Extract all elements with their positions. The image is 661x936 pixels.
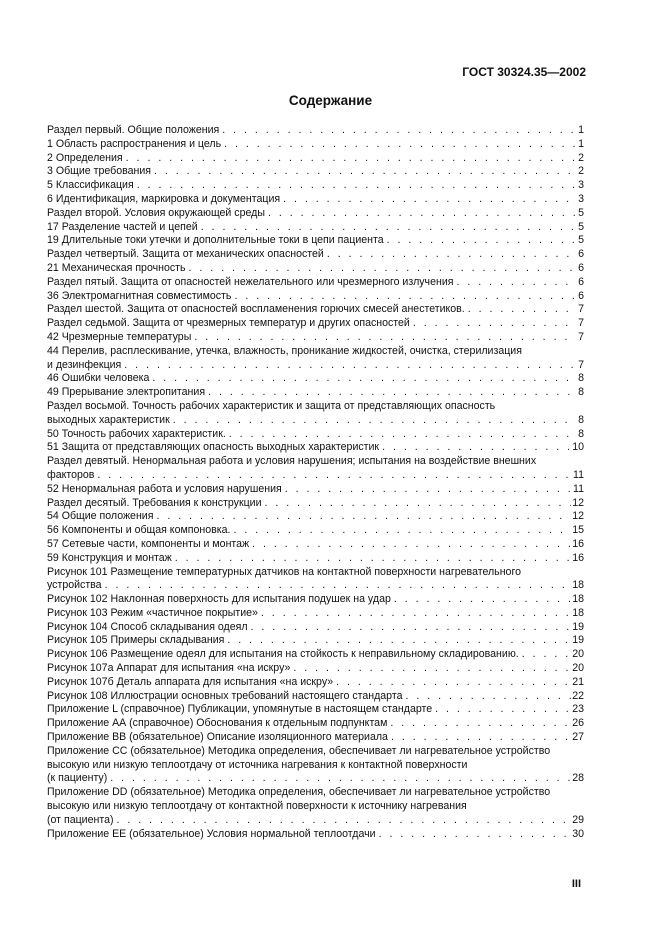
toc-page-number: 1	[578, 137, 584, 150]
toc-page-number: 6	[578, 248, 584, 261]
dot-leader	[280, 193, 575, 207]
page-number: III	[571, 878, 581, 890]
toc-entry	[47, 662, 584, 676]
toc-entry-line	[47, 690, 571, 704]
toc-entry	[47, 676, 584, 690]
toc-entry-title: 49 Прерывание электропитания	[47, 386, 206, 399]
dot-leader	[453, 276, 575, 290]
toc-entry-line	[47, 469, 572, 483]
toc-entry	[47, 345, 584, 373]
toc-entry-text	[47, 828, 571, 842]
dot-leader	[102, 579, 572, 593]
dot-leader	[170, 414, 575, 428]
toc-entry-line: высокую или низкую теплоотдачу от контактной поверхности к источнику нагревания	[47, 800, 467, 813]
toc-entry-line	[47, 248, 575, 262]
toc-entry-title: 1 Область распространения и цель	[47, 137, 222, 150]
toc-entry-line	[47, 621, 571, 635]
toc-page-number: 11	[573, 468, 584, 481]
toc-entry	[47, 276, 584, 290]
toc-entry-line	[47, 359, 575, 373]
toc-entry-title: 46 Ошибки человека	[47, 372, 150, 385]
toc-entry-text	[47, 552, 571, 566]
toc-entry-line	[47, 497, 571, 511]
toc-entry	[47, 510, 584, 524]
dot-leader	[387, 717, 571, 731]
toc-entry	[47, 372, 584, 386]
toc-entry-text	[47, 497, 571, 511]
toc-entry-line	[47, 814, 571, 828]
toc-entry	[47, 152, 584, 166]
toc-entry	[47, 262, 584, 276]
toc-entry-text	[47, 193, 575, 207]
toc-entry-title: 6 Идентификация, маркировка и документация	[47, 192, 281, 205]
toc-entry	[47, 441, 584, 455]
table-of-contents	[47, 124, 584, 841]
toc-page-number: 18	[572, 593, 584, 606]
toc-entry-text	[47, 524, 571, 538]
toc-entry-line	[47, 483, 572, 497]
toc-page-number: 5	[578, 234, 584, 247]
dot-leader	[153, 510, 571, 524]
toc-page-number: 20	[572, 648, 584, 661]
toc-entry	[47, 690, 584, 704]
dot-leader	[258, 607, 571, 621]
standard-header: ГОСТ 30324.35—2002	[462, 65, 586, 79]
toc-entry-text	[47, 248, 575, 262]
toc-entry-title: 59 Конструкция и монтаж	[47, 551, 172, 564]
dot-leader	[121, 359, 575, 373]
toc-entry	[47, 731, 584, 745]
toc-entry-line	[47, 303, 575, 317]
toc-page-number: 18	[572, 579, 584, 592]
toc-page-number: 8	[578, 427, 584, 440]
toc-entry-line	[47, 331, 575, 345]
toc-entry-title: Раздел первый. Общие положения	[47, 124, 220, 136]
toc-entry	[47, 634, 584, 648]
toc-entry-text	[47, 538, 571, 552]
toc-entry-text	[47, 483, 572, 497]
toc-entry-line	[47, 607, 571, 621]
toc-entry	[47, 483, 584, 497]
toc-entry-line	[47, 648, 571, 662]
dot-leader	[221, 138, 575, 152]
dot-leader	[224, 634, 571, 648]
toc-entry-text	[47, 290, 575, 304]
toc-entry-text	[47, 124, 575, 138]
toc-entry-text	[47, 372, 575, 386]
toc-page-number: 8	[578, 413, 584, 426]
dot-leader	[262, 497, 572, 511]
toc-entry-title: 17 Разделение частей и цепей	[47, 220, 198, 233]
dot-leader	[149, 372, 575, 386]
dot-leader	[172, 552, 571, 566]
dot-leader	[151, 165, 575, 179]
toc-entry-text	[47, 152, 575, 166]
toc-page-number: 6	[578, 261, 584, 274]
toc-entry-text	[47, 317, 575, 331]
page-title: Содержание	[288, 93, 373, 108]
toc-entry-title: 21 Механическая прочность	[47, 261, 186, 274]
toc-entry	[47, 745, 584, 786]
toc-entry-title: 54 Общие положения	[47, 510, 154, 523]
toc-entry-line: Раздел восьмой. Точность рабочих характеристик и защита от представляющих опасность	[47, 399, 496, 412]
toc-page-number: 15	[572, 524, 584, 537]
toc-entry-title: 2 Определения	[47, 151, 123, 164]
toc-entry-title: (от пациента)	[47, 813, 114, 826]
toc-entry-text	[47, 731, 571, 745]
toc-entry-line	[47, 276, 575, 290]
toc-entry-line	[47, 593, 571, 607]
toc-entry-text	[47, 276, 575, 290]
dot-leader	[333, 676, 571, 690]
toc-entry-text	[47, 662, 571, 676]
toc-page-number: 23	[572, 703, 584, 716]
toc-entry-title: и дезинфекция	[47, 358, 122, 371]
toc-entry-text	[47, 234, 575, 248]
toc-entry-title: выходных характеристик	[47, 413, 170, 426]
toc-entry-text	[47, 262, 575, 276]
toc-entry-text	[47, 165, 575, 179]
toc-entry-line	[47, 290, 575, 304]
toc-page-number: 30	[572, 827, 584, 840]
dot-leader	[465, 303, 575, 317]
toc-page-number: 1	[578, 124, 584, 136]
toc-entry	[47, 179, 584, 193]
toc-entry-title: Приложение L (справочное) Публикации, упомянутые в настоящем стандарте	[47, 703, 433, 716]
toc-entry	[47, 828, 584, 842]
toc-entry-title: Рисунок 107а Аппарат для испытания «на искру»	[47, 662, 291, 675]
toc-entry	[47, 248, 584, 262]
toc-entry	[47, 621, 584, 635]
dot-leader	[219, 124, 575, 138]
toc-entry-title: 3 Общие требования	[47, 165, 151, 178]
toc-entry-title: Раздел седьмой. Защита от чрезмерных температур и других опасностей	[47, 317, 410, 330]
toc-page-number: 7	[578, 358, 584, 371]
toc-entry	[47, 607, 584, 621]
toc-entry-line	[47, 579, 571, 593]
toc-page-number: 2	[578, 151, 584, 164]
toc-entry-text	[47, 138, 575, 152]
toc-entry	[47, 538, 584, 552]
toc-page-number: 21	[572, 675, 584, 688]
dot-leader	[114, 814, 572, 828]
toc-entry-line	[47, 193, 575, 207]
toc-entry-text	[47, 400, 575, 428]
toc-entry-line	[47, 441, 571, 455]
toc-entry-title: 57 Сетевые части, компоненты и монтаж	[47, 537, 250, 550]
toc-entry-text	[47, 386, 575, 400]
toc-entry	[47, 497, 584, 511]
dot-leader	[376, 828, 572, 842]
toc-entry-title: Рисунок 106 Размещение одеял для испытания на стойкость к неправильному складированию.	[47, 648, 519, 661]
toc-page-number: 6	[578, 275, 584, 288]
toc-page-number: 19	[572, 634, 584, 647]
toc-entry-line	[47, 165, 575, 179]
toc-page-number: 3	[578, 192, 584, 205]
toc-entry-title: 50 Точность рабочих характеристик.	[47, 427, 226, 440]
toc-entry-title: Раздел пятый. Защита от опасностей нежелательного или чрезмерного излучения	[47, 275, 454, 288]
toc-entry-line: Приложение DD (обязательное) Методика определения, обеспечивает ли нагревательное устройство	[47, 786, 551, 799]
toc-entry-line	[47, 676, 571, 690]
dot-leader	[134, 179, 575, 193]
toc-entry	[47, 234, 584, 248]
dot-leader	[384, 234, 575, 248]
dot-leader	[248, 621, 572, 635]
toc-entry-line	[47, 386, 575, 400]
toc-page-number: 12	[572, 496, 584, 509]
toc-entry-text	[47, 717, 571, 731]
toc-entry-title: Рисунок 105 Примеры складывания	[47, 634, 225, 647]
toc-entry	[47, 648, 584, 662]
dot-leader	[123, 152, 575, 166]
toc-entry-title: Приложение ЕЕ (обязательное) Условия нормальной теплоотдачи	[47, 827, 376, 840]
toc-page-number: 19	[572, 620, 584, 633]
toc-entry	[47, 524, 584, 538]
toc-entry-line: Рисунок 101 Размещение температурных датчиков на контактной поверхности нагревательного	[47, 565, 521, 578]
toc-entry	[47, 303, 584, 317]
toc-entry	[47, 317, 584, 331]
toc-entry-text	[47, 634, 571, 648]
toc-entry-title: Раздел шестой. Защита от опасностей воспламенения горючих смесей анестетиков.	[47, 303, 465, 316]
dot-leader	[205, 386, 575, 400]
toc-entry	[47, 400, 584, 428]
toc-entry-text	[47, 179, 575, 193]
dot-leader	[231, 290, 575, 304]
toc-entry-line	[47, 703, 571, 717]
dot-leader	[186, 262, 575, 276]
toc-entry-title: факторов	[47, 468, 95, 481]
toc-entry-title: Приложение ВВ (обязательное) Описание изоляционного материала	[47, 731, 388, 744]
toc-entry	[47, 221, 584, 235]
toc-page-number: 27	[572, 731, 584, 744]
toc-page-number: 5	[578, 220, 584, 233]
toc-entry	[47, 566, 584, 594]
toc-page-number: 26	[572, 717, 584, 730]
toc-entry-text	[47, 703, 571, 717]
toc-entry-text	[47, 428, 575, 442]
toc-entry-title: Приложение АА (справочное) Обоснования к отдельным подпунктам	[47, 717, 388, 730]
toc-entry-text	[47, 786, 571, 827]
toc-page-number: 7	[578, 330, 584, 343]
toc-entry-line: высокую или низкую теплоотдачу от источника нагревания к контактной поверхности	[47, 758, 468, 771]
toc-entry-line	[47, 428, 575, 442]
toc-page-number: 20	[572, 662, 584, 675]
toc-entry-title: Раздел четвертый. Защита от механических опасностей	[47, 248, 324, 261]
toc-page-number: 22	[572, 689, 584, 702]
toc-entry-title: Рисунок 103 Режим «частичное покрытие»	[47, 606, 258, 619]
toc-entry-title: Рисунок 108 Иллюстрации основных требований настоящего стандарта	[47, 689, 403, 702]
toc-entry	[47, 207, 584, 221]
toc-page-number: 16	[572, 537, 584, 550]
toc-page-number: 12	[572, 510, 584, 523]
toc-entry-title: 5 Классификация	[47, 179, 134, 192]
toc-entry-line	[47, 179, 575, 193]
toc-entry-line	[47, 414, 575, 428]
dot-leader	[265, 207, 575, 221]
toc-entry-text	[47, 221, 575, 235]
toc-entry-title: Рисунок 102 Наклонная поверхность для испытания подушек на удар	[47, 593, 391, 606]
toc-entry-line	[47, 262, 575, 276]
toc-entry-text	[47, 345, 575, 373]
dot-leader	[324, 248, 575, 262]
toc-entry	[47, 124, 584, 138]
toc-page-number: 7	[578, 317, 584, 330]
toc-entry-line: Приложение СС (обязательное) Методика определения, обеспечивает ли нагревательное устройство	[47, 744, 551, 757]
toc-entry-line: 44 Перелив, расплескивание, утечка, влажность, проникание жидкостей, очистка, стерилизация	[47, 344, 522, 357]
toc-entry-title: 51 Защита от представляющих опасность выходных характеристик	[47, 441, 380, 454]
toc-entry	[47, 193, 584, 207]
toc-entry-line	[47, 828, 571, 842]
toc-entry-title: Раздел десятый. Требования к конструкции	[47, 496, 262, 509]
toc-entry-title: 36 Электромагнитная совместимость	[47, 289, 232, 302]
toc-entry-line	[47, 552, 571, 566]
toc-entry-text	[47, 607, 571, 621]
toc-entry-text	[47, 621, 571, 635]
dot-leader	[107, 772, 571, 786]
toc-entry-text	[47, 510, 571, 524]
toc-entry-line	[47, 124, 575, 138]
toc-entry-text	[47, 441, 571, 455]
toc-entry-line	[47, 510, 571, 524]
toc-entry-text	[47, 690, 571, 704]
toc-entry-line	[47, 317, 575, 331]
toc-entry-text	[47, 745, 571, 786]
toc-entry	[47, 290, 584, 304]
toc-entry	[47, 703, 584, 717]
toc-entry-line	[47, 731, 571, 745]
dot-leader	[379, 441, 571, 455]
dot-leader	[402, 690, 571, 704]
dot-leader	[249, 538, 571, 552]
toc-entry	[47, 717, 584, 731]
toc-entry-text	[47, 648, 571, 662]
toc-entry	[47, 455, 584, 483]
toc-entry	[47, 386, 584, 400]
toc-entry-text	[47, 676, 571, 690]
toc-entry-line	[47, 662, 571, 676]
toc-entry-title: 42 Чрезмерные температуры	[47, 330, 192, 343]
dot-leader	[94, 469, 572, 483]
toc-page-number: 11	[573, 482, 584, 495]
toc-entry	[47, 331, 584, 345]
toc-entry	[47, 786, 584, 827]
toc-entry-line	[47, 538, 571, 552]
toc-entry-line	[47, 717, 571, 731]
toc-entry-title: устройства	[47, 579, 102, 592]
dot-leader	[432, 703, 571, 717]
dot-leader	[391, 593, 571, 607]
toc-entry-title: Рисунок 107б Деталь аппарата для испытания «на искру»	[47, 675, 334, 688]
toc-entry-text	[47, 331, 575, 345]
dot-leader	[290, 662, 571, 676]
dot-leader	[388, 731, 571, 745]
dot-leader	[230, 524, 571, 538]
toc-page-number: 18	[572, 606, 584, 619]
toc-entry-text	[47, 593, 571, 607]
toc-page-number: 7	[578, 303, 584, 316]
toc-entry-title: 19 Длительные токи утечки и дополнительные токи в цепи пациента	[47, 234, 384, 247]
toc-entry	[47, 593, 584, 607]
toc-entry-line	[47, 524, 571, 538]
dot-leader	[191, 331, 575, 345]
toc-page-number: 10	[572, 441, 584, 454]
toc-entry-line	[47, 152, 575, 166]
toc-entry	[47, 428, 584, 442]
toc-entry-line	[47, 634, 571, 648]
toc-entry-text	[47, 303, 575, 317]
toc-page-number: 8	[578, 386, 584, 399]
dot-leader	[226, 428, 575, 442]
toc-entry-text	[47, 207, 575, 221]
toc-entry	[47, 138, 584, 152]
toc-entry-title: 52 Ненормальная работа и условия нарушения	[47, 482, 282, 495]
dot-leader	[282, 483, 572, 497]
toc-page-number: 8	[578, 372, 584, 385]
toc-page-number: 6	[578, 289, 584, 302]
toc-entry-line	[47, 221, 575, 235]
toc-page-number: 29	[572, 813, 584, 826]
toc-page-number: 16	[572, 551, 584, 564]
toc-entry-line	[47, 772, 571, 786]
toc-entry-line	[47, 207, 575, 221]
toc-entry-text	[47, 455, 572, 483]
toc-page-number: 28	[572, 772, 584, 785]
toc-entry-line	[47, 372, 575, 386]
toc-entry-line	[47, 234, 575, 248]
toc-page-number: 5	[578, 206, 584, 219]
toc-page-number: 2	[578, 165, 584, 178]
toc-entry	[47, 165, 584, 179]
toc-entry-title: Раздел второй. Условия окружающей среды	[47, 206, 265, 219]
dot-leader	[198, 221, 575, 235]
toc-entry-title: Рисунок 104 Способ складывания одеял	[47, 620, 248, 633]
toc-page-number: 3	[578, 179, 584, 192]
toc-entry-line	[47, 138, 575, 152]
toc-entry-title: 56 Компоненты и общая компоновка.	[47, 524, 231, 537]
toc-entry-line: Раздел девятый. Ненормальная работа и условия нарушения; испытания на воздействие внешних	[47, 455, 537, 468]
toc-entry-title: (к пациенту)	[47, 772, 108, 785]
dot-leader	[519, 648, 571, 662]
toc-entry	[47, 552, 584, 566]
toc-entry-text	[47, 566, 571, 594]
dot-leader	[410, 317, 575, 331]
